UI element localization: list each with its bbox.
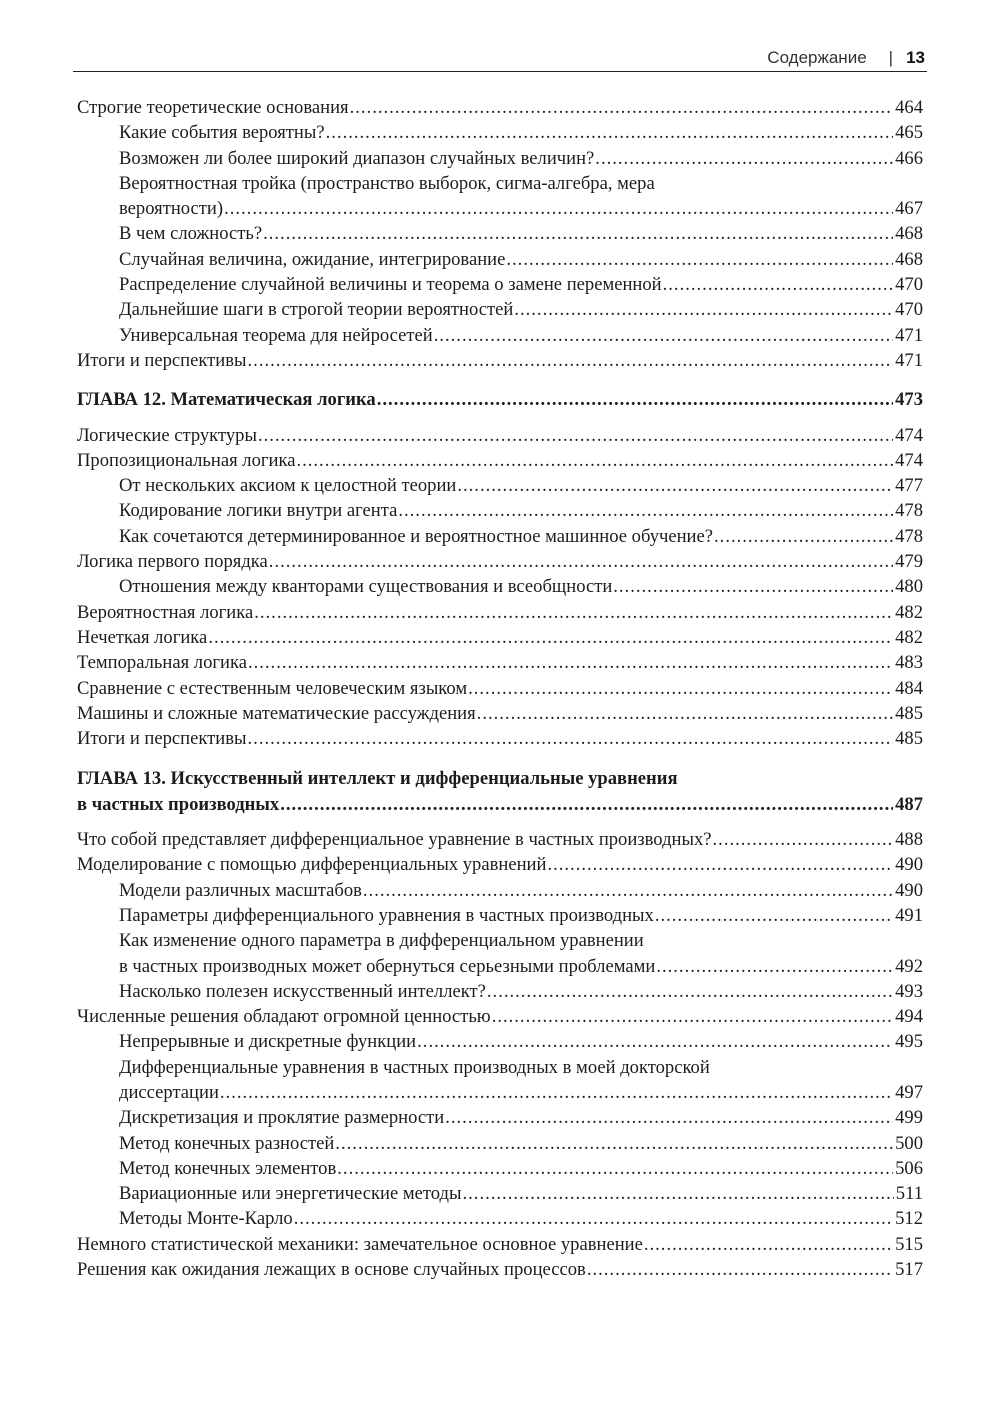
toc-entry-line — [77, 827, 923, 852]
toc-entry[interactable] — [77, 1029, 923, 1054]
toc-entry-title: Решения как ожидания лежащих в основе случайных процессов — [77, 1259, 586, 1281]
dot-leader — [468, 676, 893, 701]
toc-entry-line — [77, 448, 923, 473]
toc-entry-title: Логика первого порядка — [77, 551, 268, 573]
running-title: Содержание — [767, 48, 867, 67]
toc-entry-line — [119, 272, 923, 297]
toc-entry[interactable] — [77, 1257, 923, 1282]
dot-leader — [335, 1131, 893, 1156]
dot-leader — [248, 348, 894, 373]
toc-entry[interactable] — [77, 852, 923, 877]
dot-leader — [587, 1257, 893, 1282]
toc-entry[interactable] — [77, 1004, 923, 1029]
toc-entry-title: В чем сложность? — [119, 223, 263, 245]
dot-leader — [337, 1156, 893, 1181]
toc-entry-title-line: ГЛАВА 13. Искусственный интеллект и дифференциальные уравнения — [77, 768, 678, 790]
toc-entry[interactable] — [77, 549, 923, 574]
toc-entry-line — [119, 146, 923, 171]
dot-leader — [434, 323, 893, 348]
toc-entry-line — [119, 1105, 923, 1130]
toc-entry-title: Дискретизация и проклятие размерности — [119, 1107, 445, 1129]
toc-entry-line — [77, 701, 923, 726]
toc-entry-title: Машины и сложные математические рассуждения — [77, 702, 476, 724]
toc-entry-line — [77, 676, 923, 701]
toc-entry-title: Что собой представляет дифференциальное уравнение в частных производных? — [77, 829, 712, 851]
dot-leader — [254, 600, 893, 625]
toc-entry[interactable] — [77, 498, 923, 523]
toc-page-number: 488 — [895, 829, 923, 851]
toc-entry-line — [119, 1181, 923, 1206]
toc-entry[interactable] — [77, 247, 923, 272]
toc-page-number: 479 — [895, 551, 923, 573]
toc-entry-title: Какие события вероятны? — [119, 122, 325, 144]
toc-entry-line — [119, 574, 923, 599]
toc-entry-title: Дальнейшие шаги в строгой теории вероятностей — [119, 299, 514, 321]
toc-page-number: 465 — [895, 122, 923, 144]
toc-chapter-entry[interactable] — [77, 766, 923, 817]
toc-entry[interactable] — [77, 146, 923, 171]
dot-leader — [477, 701, 893, 726]
toc-entry[interactable] — [77, 1206, 923, 1231]
toc-entry-line — [77, 348, 923, 373]
toc-entry-title: Пропозициональная логика — [77, 449, 296, 471]
toc-entry-title: Итоги и перспективы — [77, 728, 247, 750]
dot-leader — [220, 1080, 893, 1105]
dot-leader — [613, 574, 893, 599]
toc-page-number: 490 — [895, 879, 923, 901]
toc-page-number: 468 — [895, 223, 923, 245]
toc-page-number: 483 — [895, 652, 923, 674]
dot-leader — [363, 878, 893, 903]
toc-entry-line — [119, 221, 923, 246]
toc-entry[interactable] — [77, 423, 923, 448]
dot-leader — [547, 852, 893, 877]
dot-leader — [417, 1029, 893, 1054]
toc-entry[interactable] — [77, 827, 923, 852]
toc-page-number: 468 — [895, 248, 923, 270]
toc-entry-title-line: Дифференциальные уравнения в частных производных в моей докторской — [119, 1056, 710, 1078]
toc-entry-title: Итоги и перспективы — [77, 349, 247, 371]
toc-entry-title: Нечеткая логика — [77, 626, 208, 648]
toc-entry-title: Моделирование с помощью дифференциальных уравнений — [77, 854, 547, 876]
toc-entry-line — [77, 625, 923, 650]
toc-entry-title: Логические структуры — [77, 424, 257, 446]
toc-page-number: 471 — [895, 324, 923, 346]
toc-entry[interactable] — [77, 171, 923, 222]
dot-leader — [644, 1232, 893, 1257]
dot-leader — [663, 272, 893, 297]
toc-page-number: 467 — [895, 198, 923, 220]
toc-entry-line — [77, 726, 923, 751]
table-of-contents — [77, 95, 923, 1282]
toc-entry-line — [119, 1156, 923, 1181]
toc-entry-title: Строгие теоретические основания — [77, 97, 349, 118]
dot-leader — [248, 650, 893, 675]
toc-entry-line — [119, 903, 923, 928]
dot-leader — [296, 448, 893, 473]
toc-entry-title: Насколько полезен искусственный интеллект? — [119, 980, 486, 1002]
toc-page-number: 485 — [895, 728, 923, 750]
toc-entry[interactable] — [77, 1181, 923, 1206]
toc-entry-title: Немного статистической механики: замечательное основное уравнение — [77, 1233, 643, 1255]
toc-entry-title: диссертации — [119, 1081, 219, 1103]
dot-leader — [350, 95, 894, 120]
toc-entry-title: От нескольких аксиом к целостной теории — [119, 475, 457, 497]
toc-entry[interactable] — [77, 726, 923, 751]
toc-entry[interactable] — [77, 979, 923, 1004]
toc-entry[interactable] — [77, 524, 923, 549]
toc-entry[interactable] — [77, 348, 923, 373]
toc-entry[interactable] — [77, 903, 923, 928]
toc-page-number: 494 — [895, 1006, 923, 1028]
toc-entry-title: Модели различных масштабов — [119, 879, 362, 901]
dot-leader — [280, 792, 893, 817]
dot-leader — [506, 247, 893, 272]
dot-leader — [208, 625, 893, 650]
toc-page-number: 470 — [895, 299, 923, 321]
toc-entry-title: Темпоральная логика — [77, 652, 247, 674]
toc-entry-title: ГЛАВА 12. Математическая логика — [77, 389, 376, 411]
toc-page-number: 477 — [895, 475, 923, 497]
toc-entry-title-line: Вероятностная тройка (пространство выборок, сигма-алгебра, мера — [119, 172, 655, 194]
toc-entry-line — [77, 1232, 923, 1257]
toc-entry[interactable] — [77, 1105, 923, 1130]
dot-leader — [595, 146, 893, 171]
toc-page-number: 470 — [895, 274, 923, 296]
toc-entry-title: Распределение случайной величины и теорема о замене переменной — [119, 274, 662, 296]
toc-page-number: 484 — [895, 677, 923, 699]
toc-entry-title: Кодирование логики внутри агента — [119, 500, 398, 522]
dot-leader — [656, 954, 893, 979]
dot-leader — [224, 196, 893, 221]
toc-entry[interactable] — [77, 928, 923, 979]
toc-entry[interactable] — [77, 473, 923, 498]
dot-leader — [463, 1181, 894, 1206]
toc-entry-line — [119, 524, 923, 549]
toc-page-number: 490 — [895, 854, 923, 876]
toc-page-number: 478 — [895, 525, 923, 547]
page-header — [73, 47, 927, 72]
dot-leader — [398, 498, 893, 523]
toc-page-number: 464 — [895, 97, 923, 118]
toc-entry-title: Метод конечных элементов — [119, 1157, 337, 1179]
toc-entry[interactable] — [77, 600, 923, 625]
toc-page-number: 492 — [895, 955, 923, 977]
toc-entry[interactable] — [77, 221, 923, 246]
toc-entry-line — [119, 1029, 923, 1054]
toc-entry-title: Методы Монте-Карло — [119, 1208, 293, 1230]
toc-entry-line — [119, 196, 923, 221]
toc-entry-title: Непрерывные и дискретные функции — [119, 1031, 417, 1053]
toc-entry-line — [77, 600, 923, 625]
dot-leader — [445, 1105, 893, 1130]
dot-leader — [377, 387, 893, 412]
toc-entry[interactable] — [77, 1232, 923, 1257]
toc-page-number: 466 — [895, 147, 923, 169]
toc-page-number: 482 — [895, 626, 923, 648]
toc-entry[interactable] — [77, 1156, 923, 1181]
toc-entry[interactable] — [77, 120, 923, 145]
toc-entry-title: Численные решения обладают огромной ценностью — [77, 1006, 491, 1028]
toc-entry-title: Сравнение с естественным человеческим языком — [77, 677, 468, 699]
toc-entry[interactable] — [77, 878, 923, 903]
dot-leader — [714, 524, 893, 549]
toc-chapter-entry[interactable] — [77, 387, 923, 412]
toc-entry-line — [119, 473, 923, 498]
toc-page-number: 512 — [895, 1208, 923, 1230]
toc-entry[interactable] — [77, 625, 923, 650]
toc-page-number: 487 — [895, 793, 923, 815]
dot-leader — [457, 473, 893, 498]
toc-entry-line — [119, 979, 923, 1004]
toc-entry-line — [77, 852, 923, 877]
toc-page-number: 474 — [895, 449, 923, 471]
toc-entry[interactable] — [77, 650, 923, 675]
toc-entry-title: Возможен ли более широкий диапазон случайных величин? — [119, 147, 595, 169]
dot-leader — [492, 1004, 893, 1029]
toc-entry-line — [119, 1080, 923, 1105]
toc-page-number: 497 — [895, 1081, 923, 1103]
toc-page-number: 478 — [895, 500, 923, 522]
toc-page-number: 474 — [895, 424, 923, 446]
toc-entry-line — [77, 792, 923, 817]
dot-leader — [258, 423, 893, 448]
toc-entry-title: Вероятностная логика — [77, 601, 254, 623]
dot-leader — [294, 1206, 893, 1231]
toc-page-number: 493 — [895, 980, 923, 1002]
toc-page-number: 506 — [895, 1157, 923, 1179]
toc-entry[interactable] — [77, 1055, 923, 1106]
toc-entry-line — [119, 247, 923, 272]
toc-entry[interactable] — [77, 676, 923, 701]
toc-entry-title: Отношения между кванторами существования и всеобщности — [119, 576, 613, 598]
toc-entry-line — [119, 878, 923, 903]
toc-page-number: 499 — [895, 1107, 923, 1129]
toc-page-number: 517 — [895, 1259, 923, 1281]
toc-page-number: 473 — [895, 389, 923, 411]
toc-entry[interactable] — [77, 574, 923, 599]
toc-entry-line — [77, 387, 923, 412]
toc-entry-line — [77, 95, 923, 120]
page-number: 13 — [906, 48, 925, 67]
toc-page-number: 495 — [895, 1031, 923, 1053]
toc-entry-line — [77, 549, 923, 574]
header-inner — [767, 47, 925, 69]
toc-entry-title-line: Как изменение одного параметра в дифференциальном уравнении — [119, 930, 644, 952]
toc-entry[interactable] — [77, 1131, 923, 1156]
toc-entry-title: Универсальная теорема для нейросетей — [119, 324, 433, 346]
toc-entry-title: в частных производных — [77, 793, 280, 815]
toc-entry[interactable] — [77, 297, 923, 322]
toc-entry-title: в частных производных может обернуться серьезными проблемами — [119, 955, 656, 977]
toc-entry[interactable] — [77, 448, 923, 473]
toc-entry-line — [119, 954, 923, 979]
toc-page-number: 485 — [895, 702, 923, 724]
dot-leader — [514, 297, 893, 322]
toc-entry-title: Метод конечных разностей — [119, 1132, 335, 1154]
toc-entry[interactable] — [77, 701, 923, 726]
dot-leader — [326, 120, 893, 145]
toc-entry-line — [77, 650, 923, 675]
toc-entry-line — [119, 297, 923, 322]
toc-entry-line — [77, 423, 923, 448]
toc-page-number: 482 — [895, 601, 923, 623]
toc-entry-title: Параметры дифференциального уравнения в частных производных — [119, 904, 654, 926]
toc-entry-line — [119, 323, 923, 348]
toc-entry-title: вероятности) — [119, 198, 224, 220]
toc-entry[interactable] — [77, 95, 923, 120]
toc-page-number: 511 — [895, 1183, 923, 1205]
toc-entry-title: Как сочетаются детерминированное и вероятностное машинное обучение? — [119, 525, 714, 547]
toc-entry[interactable] — [77, 272, 923, 297]
toc-entry[interactable] — [77, 323, 923, 348]
dot-leader — [655, 903, 893, 928]
toc-entry-line — [119, 1131, 923, 1156]
toc-entry-title: Вариационные или энергетические методы — [119, 1183, 462, 1205]
toc-entry-title: Случайная величина, ожидание, интегрирование — [119, 248, 506, 270]
toc-page-number: 515 — [895, 1233, 923, 1255]
toc-entry-line — [119, 498, 923, 523]
header-separator: | — [888, 48, 894, 67]
toc-page-number: 471 — [895, 349, 923, 371]
dot-leader — [248, 726, 894, 751]
toc-entry-line — [119, 1206, 923, 1231]
dot-leader — [713, 827, 894, 852]
dot-leader — [487, 979, 893, 1004]
toc-page-number: 480 — [895, 576, 923, 598]
dot-leader — [263, 221, 893, 246]
toc-entry-line — [77, 1257, 923, 1282]
toc-page-number: 491 — [895, 904, 923, 926]
toc-entry-line — [77, 1004, 923, 1029]
dot-leader — [269, 549, 893, 574]
toc-page-number: 500 — [895, 1132, 923, 1154]
toc-entry-line — [119, 120, 923, 145]
